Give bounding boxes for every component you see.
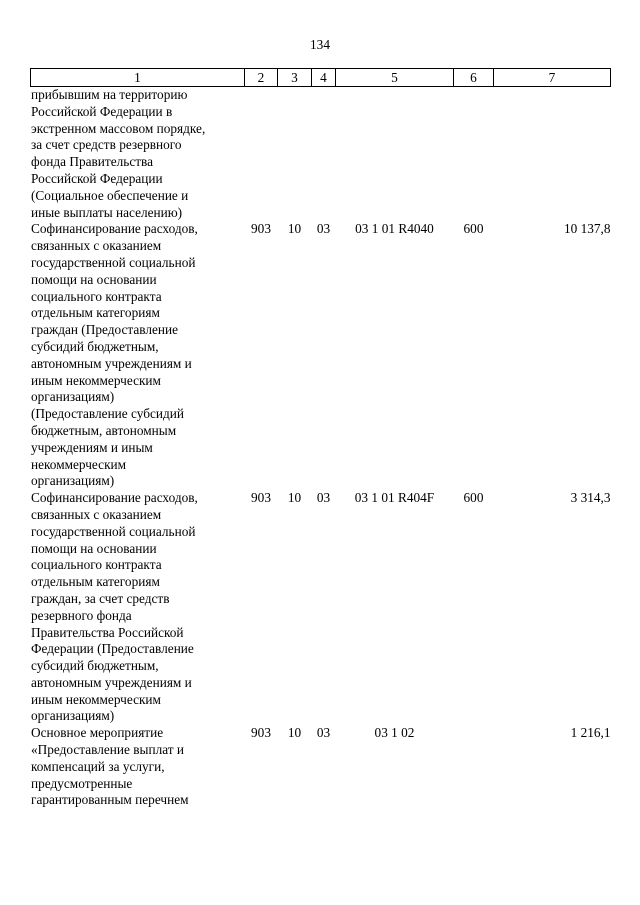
- row-cell-section: [278, 87, 312, 222]
- row-description-text: Основное мероприятие «Предоставление выплат и компенсаций за услуги, предусмотренные гарантированным перечнем: [31, 725, 189, 808]
- row-cell-subsection: 03: [316, 221, 331, 237]
- column-header-2: 2: [245, 69, 278, 87]
- row-cell-amount: [494, 87, 611, 222]
- column-header-7: 7: [494, 69, 611, 87]
- row-cell-target-code: 03 1 02: [374, 725, 415, 741]
- row-cell-section: 10: [287, 490, 302, 506]
- row-cell-target-code: 03 1 01 R404F: [354, 490, 435, 506]
- row-cell-subsection: 03: [316, 490, 331, 506]
- row-cell-admin-code: 903: [251, 490, 271, 506]
- row-description: [31, 87, 245, 222]
- column-header-3: 3: [278, 69, 312, 87]
- table-row: [31, 725, 611, 809]
- row-cell-amount: 3 314,3: [570, 490, 611, 506]
- column-header-6: 6: [454, 69, 494, 87]
- row-cell-admin-code: [245, 87, 278, 222]
- table-header-row: [31, 69, 611, 87]
- column-header-4: 4: [312, 69, 336, 87]
- row-cell-section: 10: [287, 725, 302, 741]
- row-cell-section: 10: [287, 221, 302, 237]
- row-cell-amount: 10 137,8: [563, 221, 611, 237]
- row-cell-target-code: [336, 87, 454, 222]
- row-cell-subsection: [312, 87, 336, 222]
- row-cell-amount: 1 216,1: [570, 725, 611, 741]
- column-header-1: 1: [31, 69, 245, 87]
- budget-table: [30, 68, 611, 809]
- row-cell-expense-type: 600: [463, 490, 484, 506]
- row-description-text: Софинансирование расходов, связанных с оказанием государственной социальной помощи на основании социального контракта отдельным категориям граждан, за счет средств резервного фонда Правительства Российской Федерации (Предоставление субсидий бюджетным, автономным учреждениям и иным некоммерческим организациям): [31, 490, 198, 724]
- table-row: [31, 490, 611, 725]
- row-description-text: прибывшим на территорию Российской Федерации в экстренном массовом порядке, за счет средств резервного фонда Правительства Российской Федерации (Социальное обеспечение и иные выплаты населению): [31, 87, 206, 220]
- row-cell-admin-code: 903: [251, 221, 271, 237]
- row-cell-expense-type: [454, 725, 494, 809]
- column-header-5: 5: [336, 69, 454, 87]
- row-description: [31, 221, 245, 490]
- row-cell-admin-code: 903: [251, 725, 271, 741]
- row-description: [31, 725, 245, 809]
- row-description-text: Софинансирование расходов, связанных с оказанием государственной социальной помощи на основании социального контракта отдельным категориям граждан (Предоставление субсидий бюджетным, автономным учреждениям и иным некоммерческим организациям) (Предоставление субсидий бюджетным, автономным учреждениям и иным некоммерческим организациям): [31, 221, 198, 489]
- row-cell-expense-type: [454, 87, 494, 222]
- page-number: 134: [310, 37, 330, 52]
- row-cell-expense-type: 600: [463, 221, 484, 237]
- row-cell-target-code: 03 1 01 R4040: [355, 221, 434, 237]
- row-cell-subsection: 03: [316, 725, 331, 741]
- table-row: [31, 221, 611, 490]
- table-row: [31, 87, 611, 222]
- row-description: [31, 490, 245, 725]
